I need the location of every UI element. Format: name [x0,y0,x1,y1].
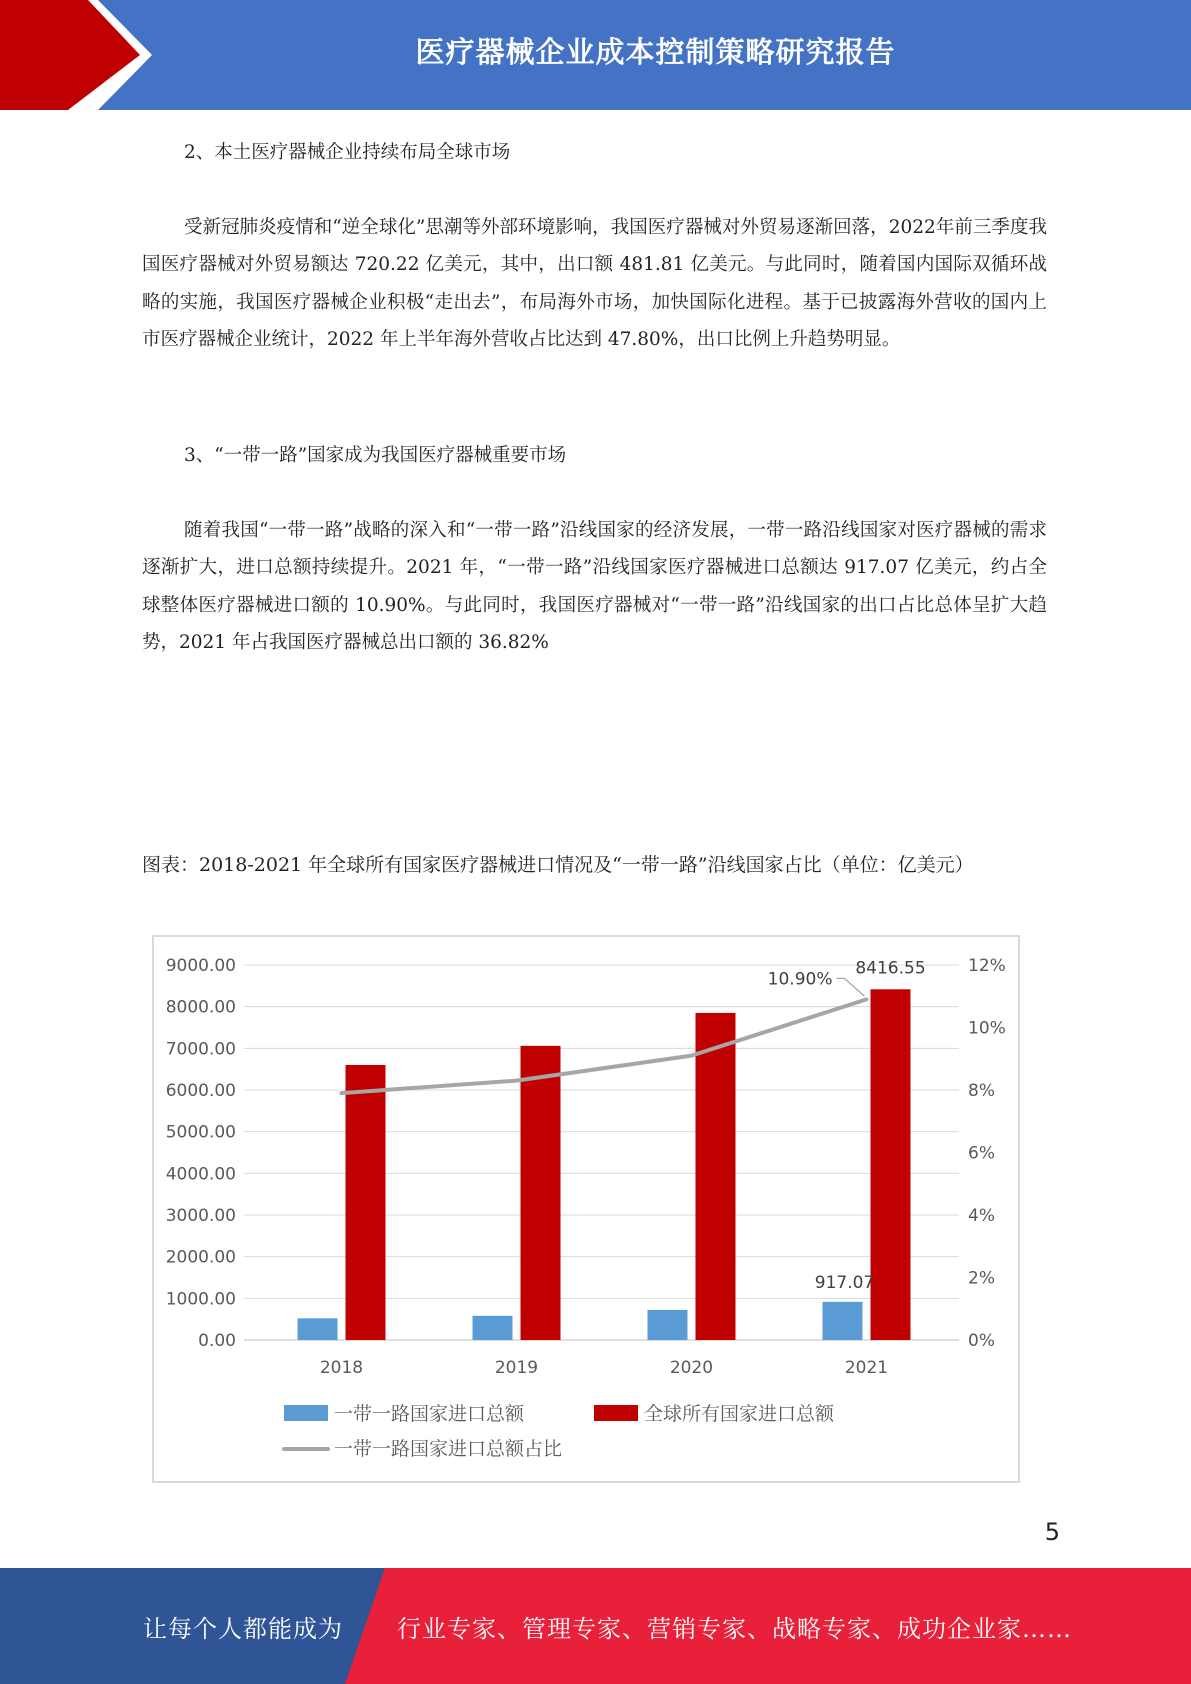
chart-caption: 图表：2018-2021 年全球所有国家医疗器械进口情况及“一带一路”沿线国家占比（单位：亿美元） [142,854,974,876]
y-right-tick-label: 12% [968,956,1006,976]
legend-label-belt-road: 一带一路国家进口总额 [334,1403,525,1425]
data-label-global-2021: 8416.55 [855,958,926,979]
y-right-tick-label: 10% [968,1018,1006,1039]
y-right-tick-label: 2% [968,1268,995,1289]
line-label-leader [837,978,865,996]
report-title: 医疗器械企业成本控制策略研究报告 [415,34,896,69]
section-3 [142,437,1047,662]
y-left-tick-label: 9000.00 [165,956,236,976]
bar-global [871,989,911,1340]
y-left-tick-label: 0.00 [198,1331,236,1351]
x-tick-label: 2020 [669,1358,714,1378]
y-right-tick-label: 0% [968,1331,995,1351]
bar-belt-road [823,1302,863,1340]
line-point [691,1055,692,1056]
legend-label-share: 一带一路国家进口总额占比 [334,1438,563,1460]
section-paragraph: 受新冠肺炎疫情和“逆全球化”思潮等外部环境影响，我国医疗器械对外贸易逐渐回落，2022年前三季度我国医疗器械对外贸易额达 720.22 亿美元，其中，出口额 481.81 亿美元。与此同时，随着国内国际双循环战略的实施，我国医疗器械企业积极“走出去”，布局海外市场，加快国际化进程。基于已披露海外营收的国内上市医疗器械企业统计，2022 年上半年海外营收占比达到 47.80%，出口比例上升趋势明显。 [142,216,1047,350]
data-label-belt-2021: 917.07 [814,1272,875,1293]
bar-global [346,1065,386,1340]
legend-swatch-global [594,1405,638,1421]
chart-svg [154,937,1022,1485]
y-right-tick-label: 4% [968,1206,995,1226]
page-footer [0,1568,1191,1684]
y-left-tick-label: 7000.00 [165,1039,236,1060]
line-share [342,999,867,1093]
x-tick-label: 2018 [319,1358,364,1378]
data-label-line-2021: 10.90% [767,969,833,990]
y-left-tick-label: 3000.00 [165,1206,236,1226]
footer-slogan-left: 让每个人都能成为 [143,1614,343,1643]
x-tick-label: 2021 [844,1358,889,1378]
bar-global [521,1046,561,1340]
bar-belt-road [648,1310,688,1340]
y-right-tick-label: 8% [968,1081,995,1101]
line-point [866,999,867,1000]
y-left-tick-label: 6000.00 [165,1081,236,1101]
line-point [341,1093,342,1094]
page-header [0,0,1191,110]
section-2 [142,134,1047,359]
section-heading: 2、本土医疗器械企业持续布局全球市场 [184,142,511,163]
y-left-tick-label: 4000.00 [165,1164,236,1185]
legend-label-global: 全球所有国家进口总额 [644,1403,835,1425]
page-number: 5 [1044,1518,1060,1546]
section-heading: 3、“一带一路”国家成为我国医疗器械重要市场 [184,445,567,466]
y-left-tick-label: 2000.00 [165,1247,236,1268]
y-left-tick-label: 8000.00 [165,997,236,1018]
x-tick-label: 2019 [494,1358,539,1378]
y-right-tick-label: 6% [968,1143,995,1164]
bar-belt-road [298,1318,338,1340]
bar-global [696,1013,736,1340]
legend-swatch-belt-road [284,1405,328,1421]
y-left-tick-label: 5000.00 [165,1122,236,1143]
footer-slogan-right: 行业专家、管理专家、营销专家、战略专家、成功企业家…… [397,1614,1072,1643]
chart [152,935,1020,1483]
y-left-tick-label: 1000.00 [165,1289,236,1310]
section-paragraph: 随着我国“一带一路”战略的深入和“一带一路”沿线国家的经济发展，一带一路沿线国家对医疗器械的需求逐渐扩大，进口总额持续提升。2021 年，“一带一路”沿线国家医疗器械进口总额达 917.07 亿美元，约占全球整体医疗器械进口额的 10.90%。与此同时，我国医疗器械对“一带一路”沿线国家的出口占比总体呈扩大趋势，2021 年占我国医疗器械总出口额的 36.82% [142,519,1047,653]
bar-belt-road [473,1316,513,1340]
line-point [516,1080,517,1081]
